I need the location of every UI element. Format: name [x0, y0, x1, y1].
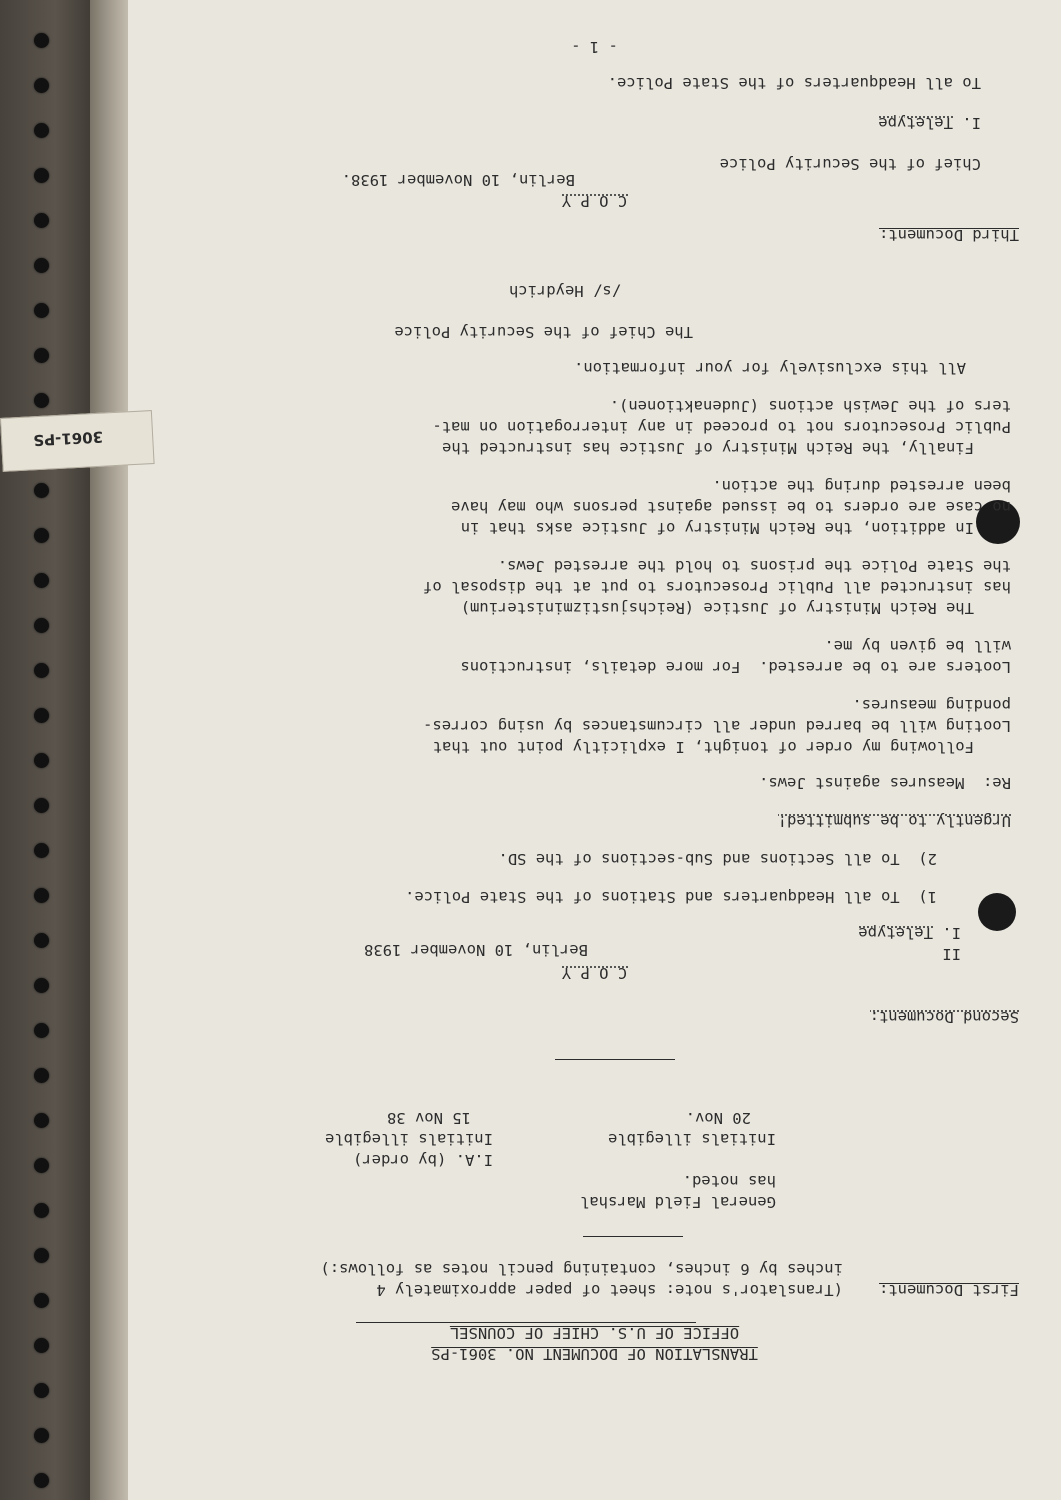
binder-hole	[34, 78, 49, 93]
pencil-note-date: 15 Nov 38	[387, 1109, 471, 1127]
binder-hole	[34, 168, 49, 183]
addressee-line: 1) To all Headquarters and Stations of the State Police.	[405, 888, 937, 906]
binder-hole	[34, 1338, 49, 1353]
document-title	[128, 1343, 1061, 1364]
teletype-line	[858, 922, 961, 943]
binder-hole	[34, 1068, 49, 1083]
addressee-line: To all Headquarters of the State Police.	[607, 74, 981, 92]
pencil-note-line: I.A. (by order)	[353, 1151, 493, 1169]
binder-hole	[34, 573, 49, 588]
binder-hole	[34, 1383, 49, 1398]
teletype-number: I.	[942, 924, 961, 942]
binder-hole	[34, 483, 49, 498]
body-line: Looting will be barred under all circumstances by using corres-	[423, 717, 1011, 735]
exhibit-tab	[0, 410, 155, 472]
body-line: Public Prosecutors not to proceed in any interrogation on mat-	[432, 418, 1011, 436]
binder-hole	[34, 123, 49, 138]
binder-hole	[34, 33, 49, 48]
third-document-label-text: Third Document:	[879, 226, 1019, 244]
body-line: the State Police the prisons to hold the arrested Jews.	[497, 557, 1011, 575]
binder-hole	[34, 1023, 49, 1038]
body-line: Following my order of tonight, I explicitly point out that	[432, 738, 974, 756]
body-line: All this exclusively for your information.	[574, 359, 966, 377]
first-document-label	[879, 1279, 1019, 1300]
signature: /s/ Heydrich	[509, 282, 621, 300]
binder-hole	[34, 1428, 49, 1443]
binder-hole	[34, 1203, 49, 1218]
sender-line: Chief of the Security Police	[719, 155, 981, 173]
page-number: - 1 -	[571, 38, 618, 56]
binder-hole	[34, 753, 49, 768]
third-document-label	[879, 224, 1019, 245]
signature-title: The Chief of the Security Police	[394, 323, 693, 341]
binder-hole	[34, 303, 49, 318]
binder-hole	[34, 933, 49, 948]
teletype-label: Teletype	[858, 924, 933, 942]
pencil-note-line: has noted.	[682, 1172, 776, 1190]
exhibit-tab-label: 3061-PS	[32, 427, 104, 450]
urgent-text: Urgently to be submitted!	[777, 812, 1011, 830]
binder-hole	[34, 213, 49, 228]
translator-note-line: inches by 6 inches, containing pencil notes as follows:)	[320, 1260, 843, 1278]
copy-stamp: C O P Y	[561, 964, 628, 982]
pencil-note-line: General Field Marshal	[580, 1193, 776, 1211]
binder-hole	[34, 1293, 49, 1308]
body-line: ponding measures.	[852, 696, 1011, 714]
teletype-label: Teletype	[878, 114, 953, 132]
binder-hole	[34, 258, 49, 273]
body-line: ters of the Jewish actions (Judenaktionen).	[609, 397, 1011, 415]
binder-hole	[34, 663, 49, 678]
pencil-note-initials: Initials illegible	[325, 1130, 493, 1148]
binder-strip	[0, 0, 92, 1500]
first-document-rule	[583, 1236, 683, 1237]
binder-hole	[34, 348, 49, 363]
pencil-note-date: 20 Nov.	[685, 1109, 751, 1127]
binder-hole	[34, 393, 49, 408]
place-date: Berlin, 10 November 1938.	[341, 171, 575, 189]
body-line: Finally, the Reich Ministry of Justice has instructed the	[442, 439, 974, 457]
addressee-line: 2) To all Sections and Sub-sections of the SD.	[498, 850, 937, 868]
second-document-copy	[128, 962, 1061, 983]
second-document-label-text: Second Document:	[869, 1008, 1019, 1026]
body-line: no case are orders to be issued against persons who may have	[451, 498, 1011, 516]
urgent-line	[778, 810, 1011, 831]
roman-numeral: II	[942, 945, 961, 963]
place-date: Berlin, 10 November 1938	[364, 941, 588, 959]
binder-hole	[34, 978, 49, 993]
document-page	[128, 0, 1061, 1500]
page-spine-shadow	[90, 0, 128, 1500]
binder-hole	[34, 1248, 49, 1263]
first-document-label-text: First Document:	[879, 1281, 1019, 1299]
header-title: TRANSLATION OF DOCUMENT NO. 3061-PS	[431, 1345, 758, 1363]
binder-hole	[34, 1473, 49, 1488]
body-line: Looters are to be arrested. For more details, instructions	[460, 658, 1011, 676]
body-line: will be given by me.	[824, 637, 1011, 655]
binder-hole	[34, 1158, 49, 1173]
subject-line: Re: Measures against Jews.	[759, 774, 1011, 792]
body-line: In addition, the Reich Ministry of Justice asks that in	[460, 519, 974, 537]
binder-hole	[34, 618, 49, 633]
translator-note-line: (Translator's note: sheet of paper approximately 4	[376, 1281, 843, 1299]
second-document-label	[870, 1006, 1019, 1027]
pencil-note-initials: Initials illegible	[608, 1130, 776, 1148]
teletype-number: I.	[962, 114, 981, 132]
binder-hole	[34, 843, 49, 858]
body-line: been arrested during the action.	[712, 477, 1011, 495]
binder-hole	[34, 528, 49, 543]
copy-stamp: C O P Y	[561, 192, 628, 210]
binder-hole	[34, 888, 49, 903]
section-divider	[555, 1059, 675, 1060]
rotated-document-content	[128, 0, 1061, 1500]
teletype-line	[878, 112, 981, 133]
header-rule	[356, 1322, 696, 1323]
body-line: has instructed all Public Prosecutors to put at the disposal of	[423, 578, 1011, 596]
document-office	[128, 1322, 1061, 1343]
header-office: OFFICE OF U.S. CHIEF OF COUNSEL	[449, 1324, 740, 1342]
third-document-copy	[128, 190, 1061, 211]
binder-hole	[34, 798, 49, 813]
binder-hole	[34, 1113, 49, 1128]
binder-hole	[34, 708, 49, 723]
body-line: The Reich Ministry of Justice (Reichsjustizministerium)	[460, 599, 974, 617]
